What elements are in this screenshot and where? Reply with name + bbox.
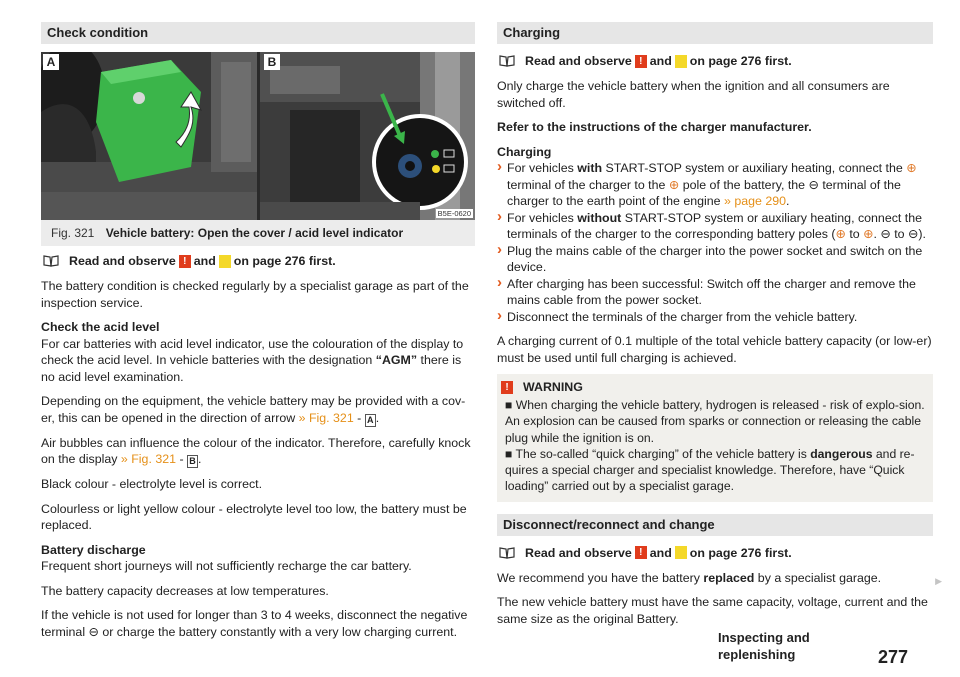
left-column <box>41 22 475 640</box>
figure-label-b: B <box>264 54 280 70</box>
figure-label-a: A <box>43 54 59 70</box>
figure-caption <box>41 220 475 246</box>
warning-icon: ! <box>501 381 513 394</box>
paragraph-refer: Refer to the instructions of the charger manufacturer. <box>497 120 812 134</box>
paragraph-only-charge: Only charge the vehicle battery when the ignition and all consumers are switched off. <box>497 79 890 110</box>
page-footer <box>718 630 940 668</box>
figure-321 <box>41 52 475 220</box>
warning-item-hydrogen: ■ When charging the vehicle battery, hydrogen is released - risk of explo-sion. An explosion can be caused from sparks or connection or releasing the cable plug while the ignition is on. <box>505 398 925 445</box>
read-observe-note-disconnect: Read and observe ! and on page 276 first. <box>497 544 933 562</box>
step-with-start-stop: › For vehicles with START-STOP system or auxiliary heating, connect the ⊕ terminal of the charger to the ⊕ pole of the battery, the ⊖ terminal of the charger to the earth point of the engine » page 290. <box>497 160 933 210</box>
paragraph-temperature: The battery capacity decreases at low temperatures. <box>41 583 329 598</box>
warning-header <box>501 379 925 395</box>
warning-title: WARNING <box>523 379 583 394</box>
battery-photo-b <box>260 52 475 220</box>
figure-caption-text: Vehicle battery: Open the cover / acid level indicator <box>105 226 404 240</box>
paragraph-bubbles: Air bubbles can influence the colour of the indicator. Therefore, carefully knock on the display » Fig. 321 - B . <box>41 435 471 466</box>
book-icon <box>499 55 515 67</box>
warning-box <box>497 374 933 502</box>
step-without-start-stop: › For vehicles without START-STOP system or auxiliary heating, connect the terminals of the charger to the corresponding battery poles (⊕ to ⊕. ⊖ to ⊖). <box>497 210 933 243</box>
read-observe-note: Read and observe ! and on page 276 first. <box>41 252 475 270</box>
paragraph-inspection: The battery condition is checked regularly by a specialist garage as part of the inspection service. <box>41 279 469 310</box>
charging-steps <box>497 160 933 325</box>
link-page-290[interactable]: » page 290 <box>724 194 787 208</box>
heading-charging: Charging <box>497 144 552 159</box>
paragraph-black: Black colour - electrolyte level is correct. <box>41 477 263 491</box>
paragraph-acid-level: Check the acid level For car batteries with acid level indicator, use the colouration of the display to check the acid level. In vehicle batteries with the designation “AGM” there is no acid level examination. <box>41 320 464 384</box>
paragraph-new-battery: The new vehicle battery must have the same capacity, voltage, current and the same size as the original Battery. <box>497 595 928 626</box>
warning-item-quick-charging: ■ The so-called “quick charging” of the vehicle battery is dangerous and re-quires a special charger and specialist knowledge. Therefore, have “Quick loading” carried out by a specialist garage. <box>505 446 915 494</box>
warning-icon: ! <box>635 55 647 68</box>
link-fig-321-b[interactable]: » Fig. 321 <box>120 452 177 466</box>
step-after-charging: › After charging has been successful: Switch off the charger and remove the mains cable from the power socket. <box>497 276 933 309</box>
section-title-charging: Charging <box>497 22 933 44</box>
right-column <box>497 22 933 627</box>
page-number: 277 <box>877 646 908 667</box>
figure-code: B5E-0620 <box>437 209 471 218</box>
warning-icon: ! <box>635 546 647 559</box>
read-observe-note-charging: Read and observe ! and on page 276 first. <box>497 52 933 70</box>
paragraph-discharge: Battery discharge Frequent short journeys will not sufficiently recharge the car battery. <box>41 542 412 573</box>
figure-number: Fig. 321 <box>51 226 95 240</box>
heading-discharge: Battery discharge <box>41 542 146 557</box>
heading-acid-level: Check the acid level <box>41 320 160 334</box>
paragraph-charging-current: A charging current of 0.1 multiple of the total vehicle battery capacity (or low-er) must be used until full charging is achieved. <box>497 334 932 365</box>
caution-icon <box>675 55 687 68</box>
continue-arrow-icon: ▶ <box>935 576 942 586</box>
paragraph-disconnect: If the vehicle is not used for longer than 3 to 4 weeks, disconnect the negative terminal ⊖ or charge the battery constantly with a very low charging current. <box>41 608 468 639</box>
section-title-check-condition: Check condition <box>41 22 475 44</box>
section-title-disconnect: Disconnect/reconnect and change <box>497 514 933 536</box>
battery-photo-a <box>41 52 257 220</box>
fig-letter-a-ref: A <box>365 414 376 427</box>
step-plug-mains: › Plug the mains cable of the charger into the power socket and switch on the device. <box>497 243 933 276</box>
paragraph-cover: Depending on the equipment, the vehicle battery may be provided with a cov-er, this can be opened in the direction of arrow » Fig. 321 - A . <box>41 394 466 425</box>
link-fig-321[interactable]: » Fig. 321 <box>298 410 354 425</box>
footer-section: Inspecting and replenishing <box>718 630 810 662</box>
caution-icon <box>675 546 687 559</box>
book-icon <box>43 255 59 267</box>
caution-icon <box>219 255 231 268</box>
step-disconnect-terminals: › Disconnect the terminals of the charger from the vehicle battery. <box>497 309 933 326</box>
fig-letter-b-ref: B <box>187 455 198 468</box>
warning-icon: ! <box>179 255 191 268</box>
paragraph-colourless: Colourless or light yellow colour - electrolyte level too low, the battery must be replaced. <box>41 501 467 532</box>
paragraph-recommend: We recommend you have the battery replaced by a specialist garage. <box>497 570 882 585</box>
book-icon <box>499 547 515 559</box>
